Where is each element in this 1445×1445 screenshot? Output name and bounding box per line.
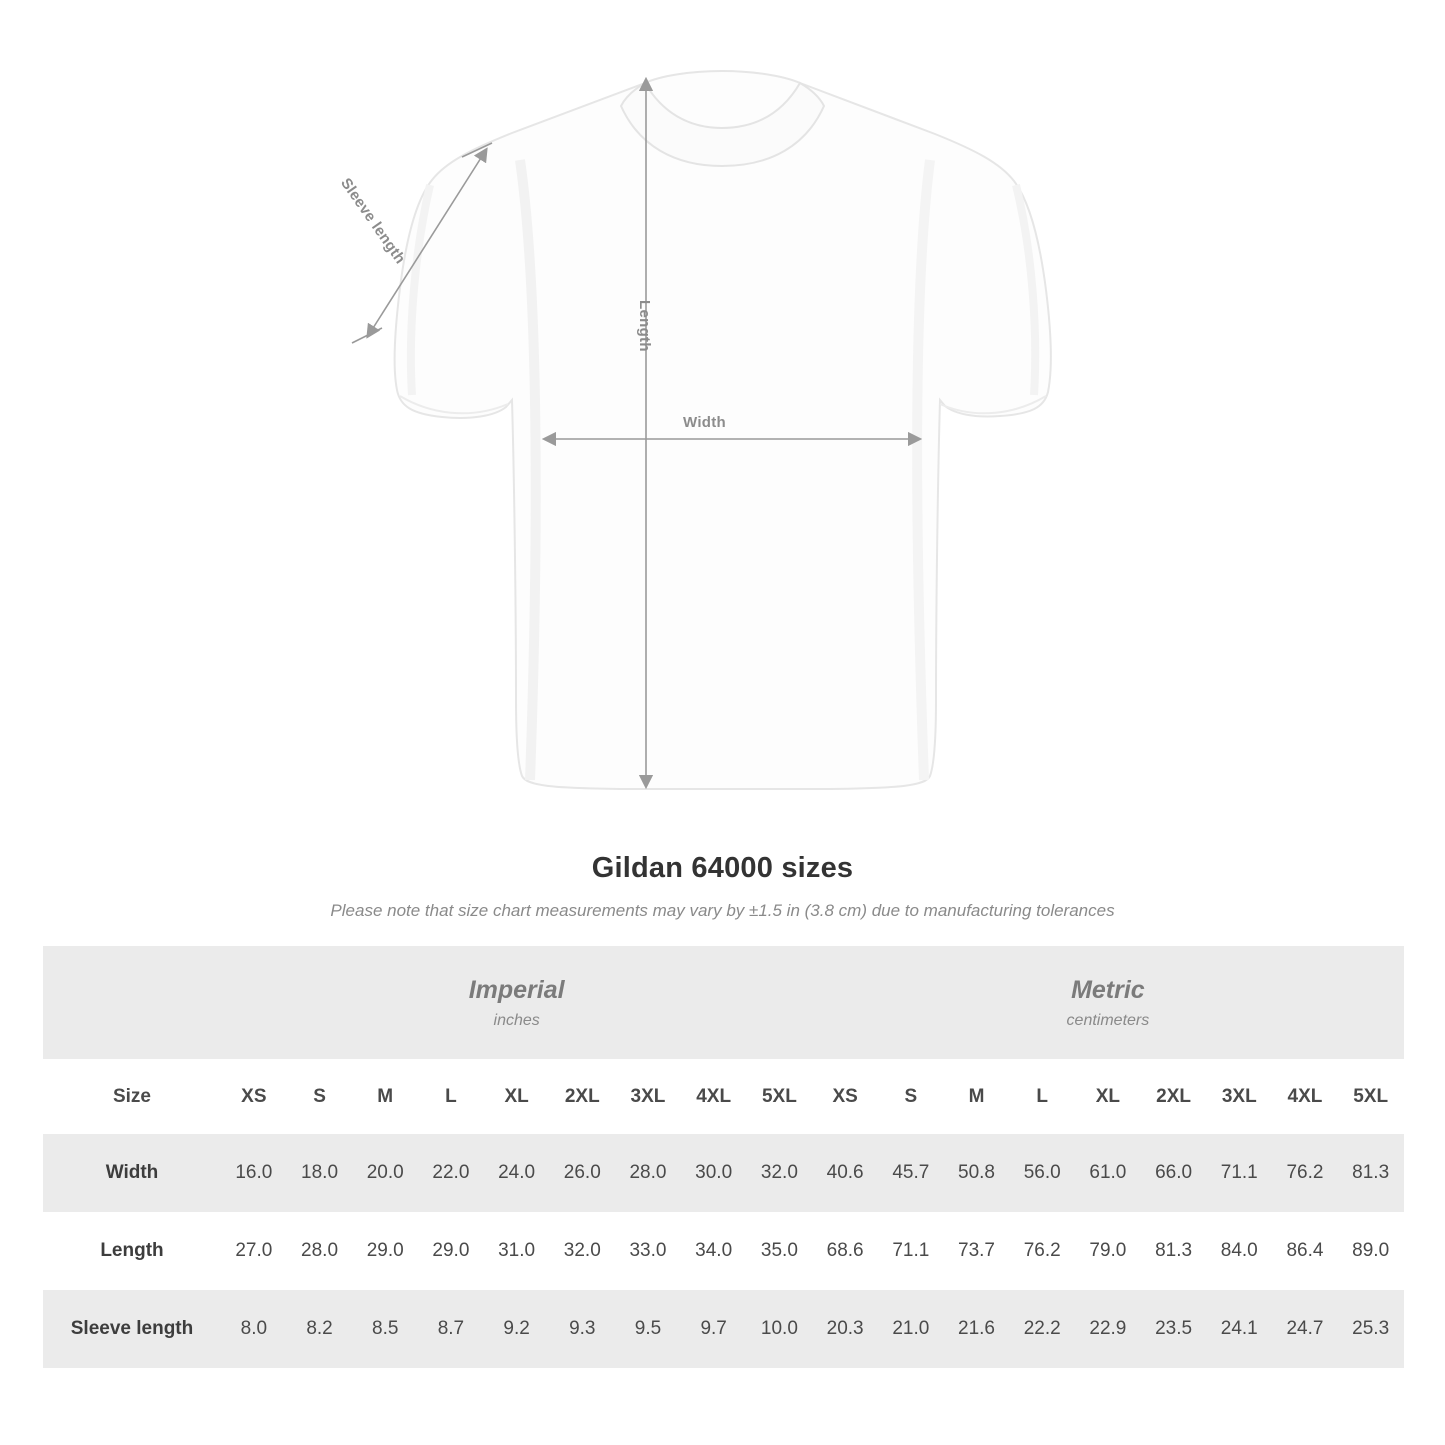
table-cell: 86.4	[1272, 1212, 1338, 1290]
table-cell: 35.0	[747, 1212, 813, 1290]
table-cell: 29.0	[418, 1212, 484, 1290]
size-header-cell: 4XL	[1272, 1059, 1338, 1134]
size-header-row	[43, 1059, 1404, 1134]
table-cell: 84.0	[1206, 1212, 1272, 1290]
unit-group-metric-name: Metric	[1071, 976, 1145, 1005]
unit-group-imperial-name: Imperial	[468, 976, 565, 1005]
table-cell: 9.5	[615, 1290, 681, 1368]
length-dimension-label: Length	[636, 300, 653, 352]
table-cell: 76.2	[1009, 1212, 1075, 1290]
table-cell: 34.0	[681, 1212, 747, 1290]
table-cell: 25.3	[1338, 1290, 1404, 1368]
table-cell: 8.0	[221, 1290, 287, 1368]
tolerance-note: Please note that size chart measurements may vary by ±1.5 in (3.8 cm) due to manufacturing tolerances	[330, 901, 1115, 920]
size-header-cell: XL	[1075, 1059, 1141, 1134]
table-cell: 56.0	[1009, 1134, 1075, 1212]
table-row	[43, 1290, 1404, 1368]
table-cell: 31.0	[484, 1212, 550, 1290]
table-cell: 24.1	[1206, 1290, 1272, 1368]
unit-group-imperial-sub: inches	[493, 1011, 540, 1029]
unit-group-metric	[812, 946, 1403, 1059]
table-cell: 28.0	[615, 1134, 681, 1212]
unit-group-metric-sub: centimeters	[1066, 1011, 1150, 1029]
size-header-cell: 2XL	[1141, 1059, 1207, 1134]
size-header-cell: S	[878, 1059, 944, 1134]
size-header-cell: M	[944, 1059, 1010, 1134]
table-cell: 71.1	[878, 1212, 944, 1290]
table-cell: 76.2	[1272, 1134, 1338, 1212]
table-cell: 81.3	[1338, 1134, 1404, 1212]
table-cell: 24.7	[1272, 1290, 1338, 1368]
table-cell: 79.0	[1075, 1212, 1141, 1290]
size-header-cell: XS	[221, 1059, 287, 1134]
table-cell: 23.5	[1141, 1290, 1207, 1368]
size-header-cell: 5XL	[1338, 1059, 1404, 1134]
table-cell: 20.0	[352, 1134, 418, 1212]
table-cell: 50.8	[944, 1134, 1010, 1212]
table-cell: 61.0	[1075, 1134, 1141, 1212]
sleeve-length-dimension-label: Sleeve length	[337, 175, 409, 268]
page-title: Gildan 64000 sizes	[591, 852, 854, 884]
table-cell: 8.5	[352, 1290, 418, 1368]
table-cell: 29.0	[352, 1212, 418, 1290]
unit-group-row	[43, 946, 1404, 1059]
table-cell: 32.0	[549, 1212, 615, 1290]
size-header-cell: 3XL	[615, 1059, 681, 1134]
table-cell: 18.0	[287, 1134, 353, 1212]
size-table	[43, 946, 1404, 1368]
size-header-label: Size	[43, 1059, 221, 1134]
table-cell: 16.0	[221, 1134, 287, 1212]
table-cell: 9.3	[549, 1290, 615, 1368]
table-cell: 8.7	[418, 1290, 484, 1368]
table-cell: 24.0	[484, 1134, 550, 1212]
table-cell: 33.0	[615, 1212, 681, 1290]
table-cell: 22.9	[1075, 1290, 1141, 1368]
width-dimension-label: Width	[683, 414, 727, 431]
size-header-cell: XS	[812, 1059, 878, 1134]
table-cell: 81.3	[1141, 1212, 1207, 1290]
table-cell: 9.2	[484, 1290, 550, 1368]
table-cell: 22.2	[1009, 1290, 1075, 1368]
table-cell: 66.0	[1141, 1134, 1207, 1212]
size-header-cell: XL	[484, 1059, 550, 1134]
size-header-cell: S	[287, 1059, 353, 1134]
unit-group-imperial	[221, 946, 812, 1059]
size-header-cell: M	[352, 1059, 418, 1134]
size-header-cell: 5XL	[747, 1059, 813, 1134]
table-cell: 21.0	[878, 1290, 944, 1368]
table-cell: 21.6	[944, 1290, 1010, 1368]
table-cell: 26.0	[549, 1134, 615, 1212]
table-cell: 68.6	[812, 1212, 878, 1290]
table-cell: 32.0	[747, 1134, 813, 1212]
table-cell: 89.0	[1338, 1212, 1404, 1290]
table-cell: 73.7	[944, 1212, 1010, 1290]
table-cell: 10.0	[747, 1290, 813, 1368]
row-label-width: Width	[43, 1134, 221, 1212]
size-header-cell: 4XL	[681, 1059, 747, 1134]
table-cell: 71.1	[1206, 1134, 1272, 1212]
table-cell: 27.0	[221, 1212, 287, 1290]
size-header-cell: 3XL	[1206, 1059, 1272, 1134]
table-cell: 20.3	[812, 1290, 878, 1368]
table-cell: 8.2	[287, 1290, 353, 1368]
table-cell: 22.0	[418, 1134, 484, 1212]
size-table-container	[43, 946, 1403, 1368]
table-cell: 40.6	[812, 1134, 878, 1212]
table-cell: 9.7	[681, 1290, 747, 1368]
table-row	[43, 1212, 1404, 1290]
unit-spacer-cell	[43, 946, 221, 1059]
size-header-cell: L	[418, 1059, 484, 1134]
size-header-cell: 2XL	[549, 1059, 615, 1134]
table-row	[43, 1134, 1404, 1212]
size-header-cell: L	[1009, 1059, 1075, 1134]
table-cell: 28.0	[287, 1212, 353, 1290]
table-cell: 45.7	[878, 1134, 944, 1212]
table-cell: 30.0	[681, 1134, 747, 1212]
row-label-length: Length	[43, 1212, 221, 1290]
row-label-sleeve-length: Sleeve length	[43, 1290, 221, 1368]
